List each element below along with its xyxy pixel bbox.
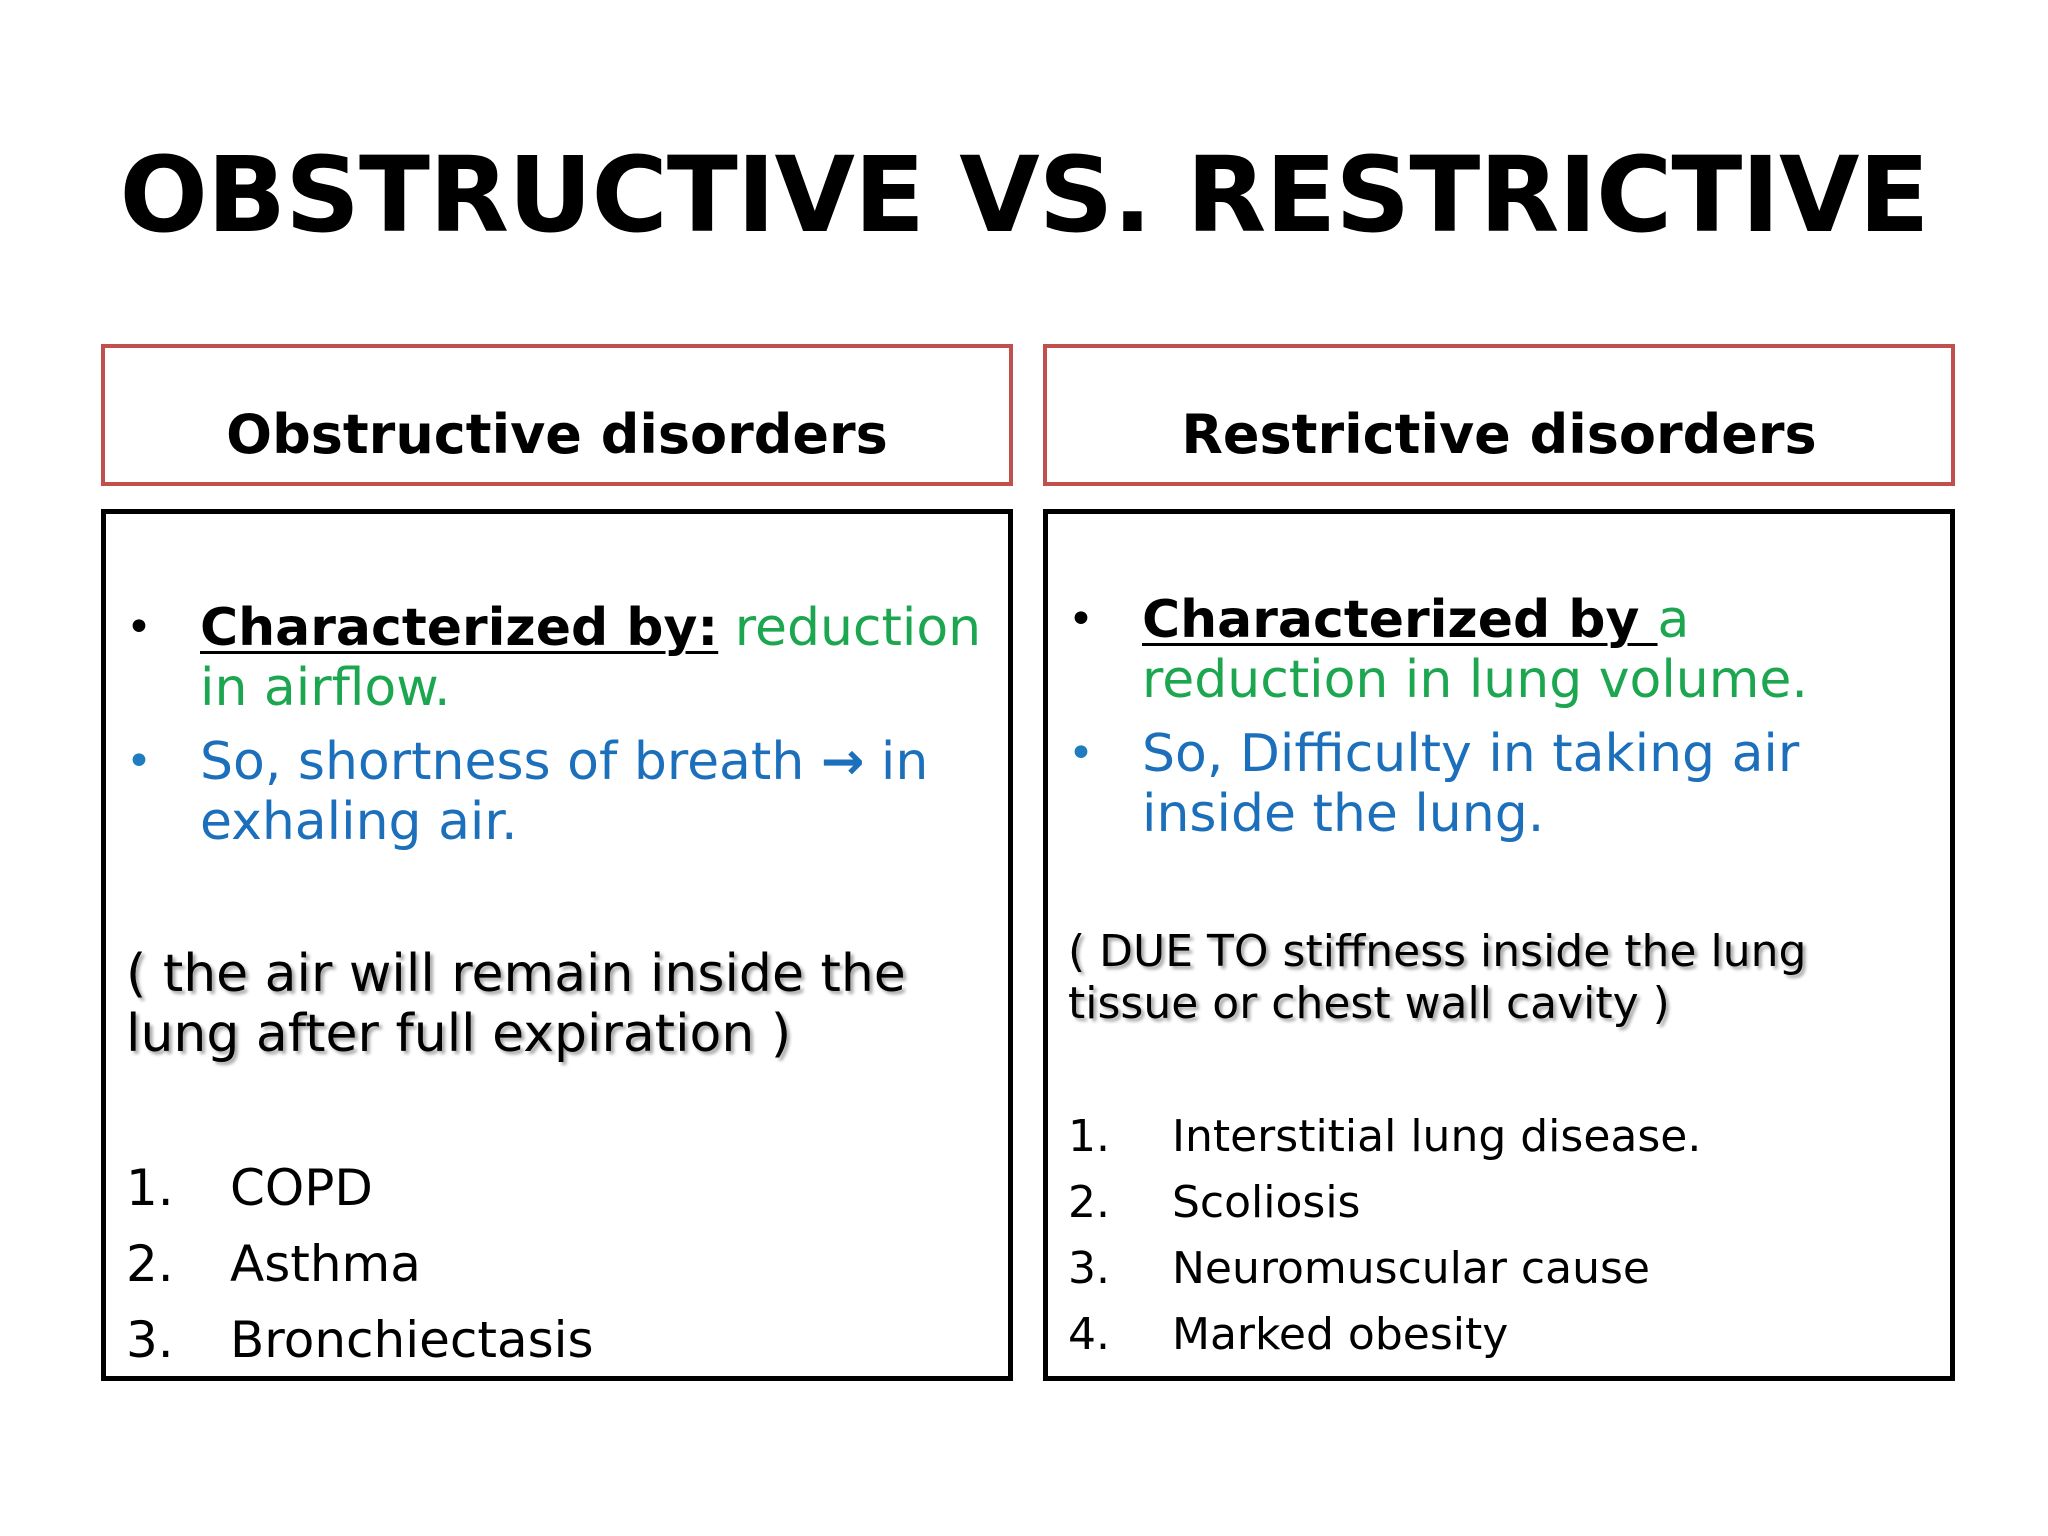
obstructive-symptom-text-after: in exhaling air. xyxy=(200,732,929,852)
obstructive-header-box xyxy=(101,344,1013,486)
list-item xyxy=(126,1226,986,1302)
cause-label: Interstitial lung disease. xyxy=(1172,1111,1702,1162)
cause-label: COPD xyxy=(230,1159,373,1217)
list-item xyxy=(1068,1236,1938,1302)
list-number: 3. xyxy=(1068,1243,1110,1294)
list-item xyxy=(126,1302,986,1378)
restrictive-bullet-symptom xyxy=(1048,724,1928,844)
restrictive-characterized-lead: Characterized by xyxy=(1142,590,1658,650)
obstructive-note: ( the air will remain inside the lung after full expiration ) xyxy=(126,944,906,1064)
cause-label: Neuromuscular cause xyxy=(1172,1243,1650,1294)
restrictive-bullet-characterized xyxy=(1048,590,1928,710)
bullet-dot-icon: • xyxy=(1068,728,1094,779)
obstructive-symptom-text-before: So, shortness of breath xyxy=(200,732,821,792)
obstructive-heading: Obstructive disorders xyxy=(226,403,888,466)
slide-title: OBSTRUCTIVE VS. RESTRICTIVE xyxy=(119,134,1929,256)
restrictive-bullets xyxy=(1048,590,1928,858)
cause-label: Asthma xyxy=(230,1235,421,1293)
bullet-dot-icon: • xyxy=(126,602,152,653)
restrictive-characterized-text: a reduction in lung volume. xyxy=(1142,590,1808,710)
list-number: 2. xyxy=(1068,1177,1110,1228)
restrictive-content-box xyxy=(1043,509,1955,1381)
restrictive-causes-list xyxy=(1068,1104,1938,1368)
cause-label: Marked obesity xyxy=(1172,1309,1509,1360)
list-item xyxy=(1068,1170,1938,1236)
obstructive-content-box xyxy=(101,509,1013,1381)
obstructive-characterized-text: reduction in airflow. xyxy=(200,598,982,718)
list-item xyxy=(1068,1302,1938,1368)
restrictive-heading: Restrictive disorders xyxy=(1181,403,1817,466)
list-item xyxy=(1068,1104,1938,1170)
list-number: 1. xyxy=(1068,1111,1110,1162)
obstructive-characterized-lead: Characterized by: xyxy=(200,598,719,658)
list-number: 3. xyxy=(126,1311,174,1369)
obstructive-bullet-symptom xyxy=(106,732,986,852)
obstructive-bullets xyxy=(106,598,986,866)
bullet-dot-icon: • xyxy=(126,736,152,787)
list-number: 1. xyxy=(126,1159,174,1217)
cause-label: Bronchiectasis xyxy=(230,1311,594,1369)
list-item xyxy=(126,1150,986,1226)
cause-label: Scoliosis xyxy=(1172,1177,1361,1228)
bullet-dot-icon: • xyxy=(1068,594,1094,645)
restrictive-note: ( DUE TO stiffness inside the lung tissue or chest wall cavity ) xyxy=(1068,926,1807,1029)
obstructive-bullet-characterized xyxy=(106,598,986,718)
list-number: 2. xyxy=(126,1235,174,1293)
obstructive-causes-list xyxy=(126,1150,986,1378)
restrictive-header-box xyxy=(1043,344,1955,486)
arrow-right-icon: → xyxy=(820,732,865,792)
restrictive-symptom-text: So, Difficulty in taking air inside the lung. xyxy=(1142,724,1800,844)
list-number: 4. xyxy=(1068,1309,1110,1360)
